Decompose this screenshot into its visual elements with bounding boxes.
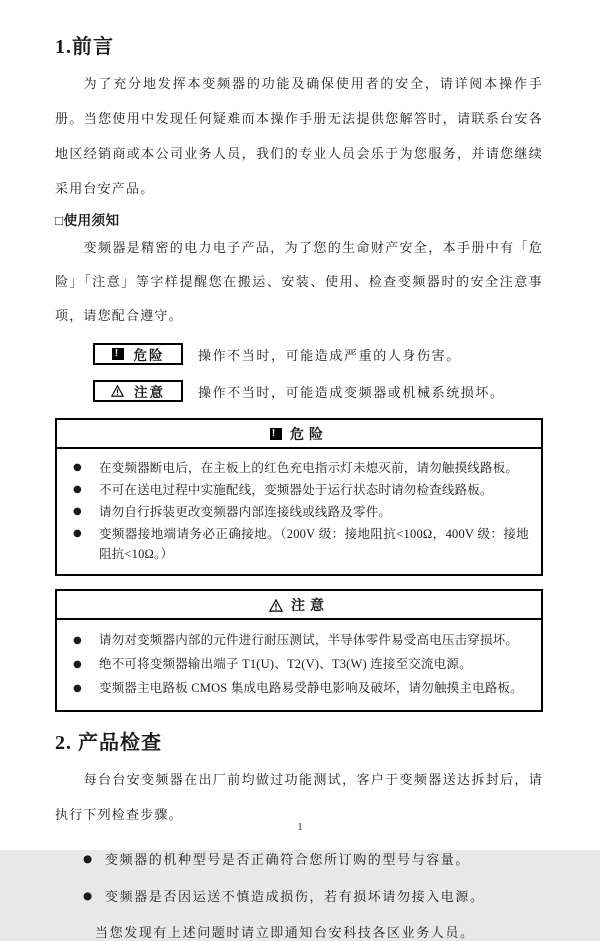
caution-legend-label: 注意 [134, 385, 165, 400]
usage-notice-heading: □使用须知 [55, 213, 120, 228]
usage-notice-paragraph: 变频器是精密的电力电子产品，为了您的生命财产安全，本手册中有「危险」「注意」等字样提醒您在搬运、安装、使用、检查变频器时的安全注意事项，请您配合遵守。 [55, 240, 543, 323]
bullet-icon [73, 502, 99, 522]
section2-closing-line: 当您发现有上述问题时请立即通知台安科技各区业务人员。 [95, 925, 475, 940]
check-item-text: 变频器的机种型号是否正确符合您所订购的型号与容量。 [105, 852, 471, 867]
bullet-icon [83, 886, 105, 906]
danger-box-title: 危险 [290, 428, 328, 443]
list-item [73, 630, 529, 651]
caution-warning-box [55, 589, 543, 712]
list-item [73, 480, 529, 500]
caution-legend-description: 操作不当时，可能造成变频器或机械系统损坏。 [198, 384, 505, 400]
section2-intro-paragraph: 每台台安变频器在出厂前均做过功能测试，客户于变频器送达拆封后，请执行下列检查步骤。 [55, 772, 543, 822]
danger-legend-description: 操作不当时，可能造成严重的人身伤害。 [198, 347, 461, 363]
section2-title: 2. 产品检查 [55, 732, 162, 754]
list-item [73, 654, 529, 675]
caution-item-text: 变频器主电路板 CMOS 集成电路易受静电影响及破坏，请勿触摸主电路板。 [99, 681, 523, 695]
list-item [73, 502, 529, 522]
list-item [73, 458, 529, 478]
caution-warning-triangle-icon [111, 385, 124, 397]
danger-item-text: 变频器接地端请务必正确接地。（200V 级：接地阻抗<100Ω，400V 级：接地阻抗<10Ω。） [99, 527, 529, 561]
bullet-icon [83, 849, 105, 869]
caution-box-title: 注意 [291, 599, 329, 614]
danger-box-header [57, 420, 541, 449]
danger-item-text: 在变频器断电后，在主板上的红色充电指示灯未熄灭前，请勿触摸线路板。 [99, 461, 519, 475]
check-list-item [83, 886, 543, 906]
danger-exclamation-square-icon [112, 348, 124, 360]
caution-item-text: 请勿对变频器内部的元件进行耐压测试，半导体零件易受高电压击穿损坏。 [99, 633, 519, 647]
danger-item-text: 请勿自行拆装更改变频器内部连接线或线路及零件。 [99, 505, 392, 519]
section1-intro-paragraph: 为了充分地发挥本变频器的功能及确保使用者的安全，请详阅本操作手册。当您使用中发现任何疑难而本操作手册无法提供您解答时，请联系台安各地区经销商或本公司业务人员，我们的专业人员会乐于为您服务，并请您继续采用台安产品。 [55, 76, 543, 196]
list-item [73, 678, 529, 699]
check-list-item [83, 849, 543, 869]
caution-item-text: 绝不可将变频器输出端子 T1(U)、T2(V)、T3(W) 连接至交流电源。 [99, 657, 472, 671]
caution-legend-box [93, 380, 183, 402]
danger-exclamation-square-icon [270, 428, 282, 440]
danger-warning-box [55, 418, 543, 576]
bullet-icon [73, 630, 99, 651]
caution-box-items [57, 620, 541, 710]
list-item [73, 524, 529, 564]
danger-legend-row [93, 343, 543, 365]
bullet-icon [73, 458, 99, 478]
danger-box-items [57, 449, 541, 574]
section1-title: 1.前言 [55, 36, 114, 58]
page-number: 1 [297, 821, 303, 833]
caution-legend-row [93, 380, 543, 402]
bullet-icon [73, 678, 99, 699]
caution-box-header [57, 591, 541, 620]
bullet-icon [73, 654, 99, 675]
caution-warning-triangle-icon [269, 599, 283, 612]
danger-item-text: 不可在送电过程中实施配线，变频器处于运行状态时请勿检查线路板。 [99, 483, 493, 497]
bullet-icon [73, 480, 99, 500]
danger-legend-box [93, 343, 183, 365]
check-item-text: 变频器是否因运送不慎造成损伤，若有损坏请勿接入电源。 [105, 889, 485, 904]
bullet-icon [73, 524, 99, 564]
danger-legend-label: 危险 [133, 348, 165, 363]
